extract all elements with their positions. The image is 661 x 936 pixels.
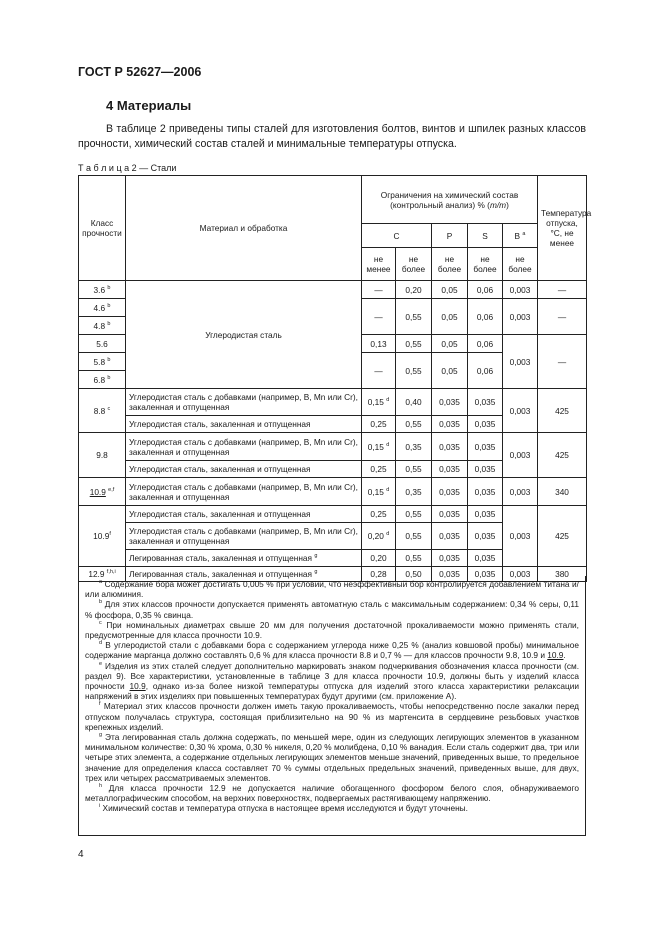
s-cell: 0,06 <box>468 335 503 353</box>
c-max-cell: 0,50 <box>396 567 432 582</box>
c-min-cell: 0,20 $^d$ <box>362 523 396 550</box>
c-min-cell: — <box>362 281 396 299</box>
footnote-b: $^b$ Для этих классов прочности допускается применять автоматную сталь с максимальным содержанием: 0,34 % серы, 0,11 % фосфора, 0,35 % свинца. <box>85 599 579 620</box>
temp-cell: 425 <box>538 389 587 433</box>
class-cell: 6.8 $^b$ <box>79 371 126 389</box>
c-max-cell: 0,55 <box>396 416 432 433</box>
carbon-steel-cell: Углеродистая сталь <box>126 281 362 389</box>
steels-table <box>78 175 592 582</box>
material-cell: Углеродистая сталь с добавками (например, B, Mn или Cr), закаленная и отпущенная <box>126 433 362 461</box>
p-cell: 0,035 <box>432 567 468 582</box>
c-min-cell: 0,15 $^d$ <box>362 433 396 461</box>
class-cell: 10.9$^f$ <box>79 506 126 567</box>
class-cell: 10.9 $^{e,f}$ <box>79 478 126 506</box>
standard-header: ГОСТ Р 52627—2006 <box>78 65 202 79</box>
s-cell: 0,06 <box>468 353 503 389</box>
head-s: S <box>468 224 503 248</box>
temp-cell: — <box>538 281 587 299</box>
b-cell: 0,003 <box>503 506 538 567</box>
s-cell: 0,035 <box>468 433 503 461</box>
p-cell: 0,035 <box>432 478 468 506</box>
temp-cell: 425 <box>538 433 587 478</box>
c-min-cell: — <box>362 299 396 335</box>
footnote-d: $^d$ В углеродистой стали с добавками бора с содержанием углерода ниже 0,25 % (анализ ковшовой пробы) минимальное содержание марганца должно составлять 0,6 % для класса прочности 8.8 и 0,7 % — для классов прочности 9.8, 10.9 и 10.9. <box>85 640 579 661</box>
p-cell: 0,035 <box>432 461 468 478</box>
p-cell: 0,035 <box>432 506 468 523</box>
c-min-cell: 0,25 <box>362 506 396 523</box>
temp-cell: — <box>538 299 587 335</box>
footnote-i: $^i$ Химический состав и температура отпуска в настоящее время исследуются и будут уточнены. <box>99 803 468 814</box>
material-cell: Углеродистая сталь, закаленная и отпущенная <box>126 461 362 478</box>
class-cell: 4.6 $^b$ <box>79 299 126 317</box>
c-max-cell: 0,40 <box>396 389 432 416</box>
c-min-cell: 0,25 <box>362 461 396 478</box>
b-cell: 0,003 <box>503 335 538 389</box>
c-min-cell: 0,28 <box>362 567 396 582</box>
intro-paragraph: В таблице 2 приведены типы сталей для изготовления болтов, винтов и шпилек разных классов прочности, химический состав сталей и минимальные температуры отпуска. <box>78 123 586 150</box>
p-cell: 0,05 <box>432 299 468 335</box>
s-cell: 0,035 <box>468 567 503 582</box>
c-max-cell: 0,55 <box>396 461 432 478</box>
c-min-cell: 0,15 $^d$ <box>362 478 396 506</box>
c-min-cell: 0,15 $^d$ <box>362 389 396 416</box>
head-b: B $^a$ <box>503 224 538 248</box>
c-max-cell: 0,20 <box>396 281 432 299</box>
material-cell: Углеродистая сталь, закаленная и отпущенная <box>126 506 362 523</box>
temp-cell: 425 <box>538 506 587 567</box>
p-cell: 0,05 <box>432 353 468 389</box>
c-max-cell: 0,55 <box>396 523 432 550</box>
s-cell: 0,035 <box>468 416 503 433</box>
s-cell: 0,035 <box>468 389 503 416</box>
c-min-cell: 0,20 <box>362 550 396 567</box>
p-cell: 0,05 <box>432 281 468 299</box>
p-cell: 0,035 <box>432 389 468 416</box>
head-c: C <box>362 224 432 248</box>
c-max-cell: 0,55 <box>396 353 432 389</box>
class-cell: 12.9 $^{f,h,i}$ <box>79 567 126 582</box>
temp-cell: 380 <box>538 567 587 582</box>
footnote-h: $^h$ Для класса прочности 12.9 не допускается наличие обогащенного фосфором белого слоя, обнаруживаемого металлографическим способом, на верхних поверхностях, подвергаемых растягивающему напряжению. <box>85 783 579 804</box>
s-cell: 0,035 <box>468 550 503 567</box>
material-cell: Углеродистая сталь с добавками (например, B, Mn или Cr), закаленная и отпущенная <box>126 389 362 416</box>
head-chem: Ограничения на химический состав (контрольный анализ) % (m/m) <box>362 176 538 224</box>
s-cell: 0,035 <box>468 523 503 550</box>
b-cell: 0,003 <box>503 299 538 335</box>
p-cell: 0,05 <box>432 335 468 353</box>
head-c-max: не более <box>396 248 432 281</box>
c-min-cell: 0,25 <box>362 416 396 433</box>
c-max-cell: 0,55 <box>396 550 432 567</box>
head-p-max: не более <box>432 248 468 281</box>
footnote-a: $^a$ Содержание бора может достигать 0,005 % при условии, что неэффективный бор контролируется добавлением титана и/или алюминия. <box>85 579 579 600</box>
head-material: Материал и обработка <box>126 176 362 281</box>
class-cell: 5.8 $^b$ <box>79 353 126 371</box>
c-max-cell: 0,55 <box>396 299 432 335</box>
section-title: 4 Материалы <box>106 98 192 113</box>
p-cell: 0,035 <box>432 433 468 461</box>
s-cell: 0,035 <box>468 461 503 478</box>
footnote-f: $^f$ Материал этих классов прочности должен иметь такую прокаливаемость, чтобы непосредственно после закалки перед отпуском получалась структура, состоящая приблизительно на 90 % из мартенсита в сердцевине резьбовых участков крепежных изделий. <box>85 701 579 732</box>
head-class: Класс прочности <box>79 176 126 281</box>
material-cell: Углеродистая сталь с добавками (например, B, Mn или Cr), закаленная и отпущенная <box>126 478 362 506</box>
class-cell: 9.8 <box>79 433 126 478</box>
p-cell: 0,035 <box>432 550 468 567</box>
b-cell: 0,003 <box>503 281 538 299</box>
class-cell: 3.6 $^b$ <box>79 281 126 299</box>
s-cell: 0,06 <box>468 299 503 335</box>
head-c-min: не менее <box>362 248 396 281</box>
c-max-cell: 0,35 <box>396 433 432 461</box>
class-cell: 5.6 <box>79 335 126 353</box>
s-cell: 0,035 <box>468 478 503 506</box>
footnote-g: $^g$ Эта легированная сталь должна содержать, по меньшей мере, один из следующих легирующих элементов в указанном минимальном количестве: 0,30 % хрома, 0,30 % никеля, 0,20 % молибдена, 0,10 % ванадия. Если сталь содержит два, три или четыре этих элемента, а содержание отдельных легирующих элементов меньше значений, приведенных выше, то предельное значение для определения класса составляет 70 % суммы отдельных предельных значений, приведенных выше, для двух, трех или четырех рассматриваемых элементов. <box>85 732 579 783</box>
temp-cell: — <box>538 335 587 389</box>
b-cell: 0,003 <box>503 389 538 433</box>
b-cell: 0,003 <box>503 567 538 582</box>
page-number: 4 <box>78 849 84 860</box>
b-cell: 0,003 <box>503 478 538 506</box>
table-footnotes <box>78 576 586 836</box>
c-min-cell: 0,13 <box>362 335 396 353</box>
head-s-max: не более <box>468 248 503 281</box>
p-cell: 0,035 <box>432 523 468 550</box>
material-cell: Углеродистая сталь с добавками (например, B, Mn или Cr), закаленная и отпущенная <box>126 523 362 550</box>
class-cell: 8.8 $^c$ <box>79 389 126 433</box>
s-cell: 0,035 <box>468 506 503 523</box>
table-caption: Т а б л и ц а 2 — Стали <box>78 163 177 173</box>
footnote-e: $^e$ Изделия из этих сталей следует дополнительно маркировать знаком подчеркивания обозначения класса прочности (см. раздел 9). Все характеристики, установленные в таблице 3 для класса прочности 10.9, должны быть у изделий класса прочности 10.9, однако из-за более низкой температуры отпуска для изделий этого класса характеристики релаксации напряжений в этих изделиях при повышенных температурах будут другими (см. приложение А). <box>85 660 579 702</box>
material-cell: Легированная сталь, закаленная и отпущенная $^g$ <box>126 567 362 582</box>
p-cell: 0,035 <box>432 416 468 433</box>
footnote-c: $^c$ При номинальных диаметрах свыше 20 мм для получения достаточной прокаливаемости можно применять стали, предусмотренные для класса прочности 10.9. <box>85 619 579 641</box>
c-max-cell: 0,55 <box>396 335 432 353</box>
b-cell: 0,003 <box>503 433 538 478</box>
head-temp: Температура отпуска, °C, не менее <box>538 176 587 281</box>
head-b-max: не более <box>503 248 538 281</box>
s-cell: 0,06 <box>468 281 503 299</box>
class-cell: 4.8 $^b$ <box>79 317 126 335</box>
c-max-cell: 0,55 <box>396 506 432 523</box>
c-max-cell: 0,35 <box>396 478 432 506</box>
head-p: P <box>432 224 468 248</box>
material-cell: Легированная сталь, закаленная и отпущенная $^g$ <box>126 550 362 567</box>
temp-cell: 340 <box>538 478 587 506</box>
c-min-cell: — <box>362 353 396 389</box>
material-cell: Углеродистая сталь, закаленная и отпущенная <box>126 416 362 433</box>
